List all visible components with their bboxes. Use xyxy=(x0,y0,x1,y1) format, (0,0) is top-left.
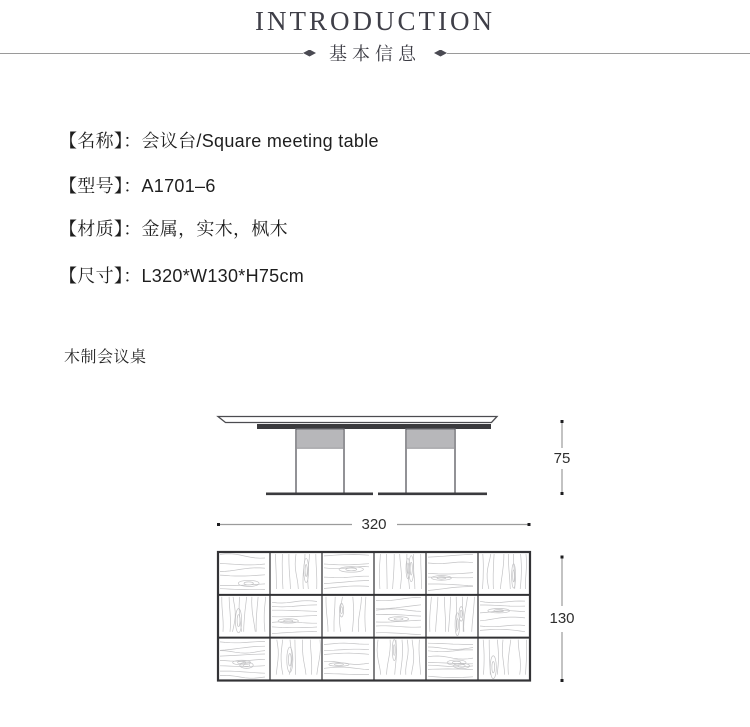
product-caption: 木制会议桌 xyxy=(64,349,147,366)
spec-model-row: 【型号】：A1701–6 xyxy=(59,176,216,196)
page-title: INTRODUCTION xyxy=(255,6,495,36)
dimension-label-width: 320 xyxy=(352,516,396,534)
dimension-label-depth: 130 xyxy=(544,610,580,628)
section-subtitle: 基本信息 xyxy=(329,44,421,64)
spec-material-row: 【材质】：金属，实木，枫木 xyxy=(59,219,288,239)
spec-name-row: 【名称】：会议台/Square meeting table xyxy=(59,131,379,151)
dimension-label-height: 75 xyxy=(544,450,580,468)
spec-size-row: 【尺寸】：L320*W130*H75cm xyxy=(59,266,305,286)
